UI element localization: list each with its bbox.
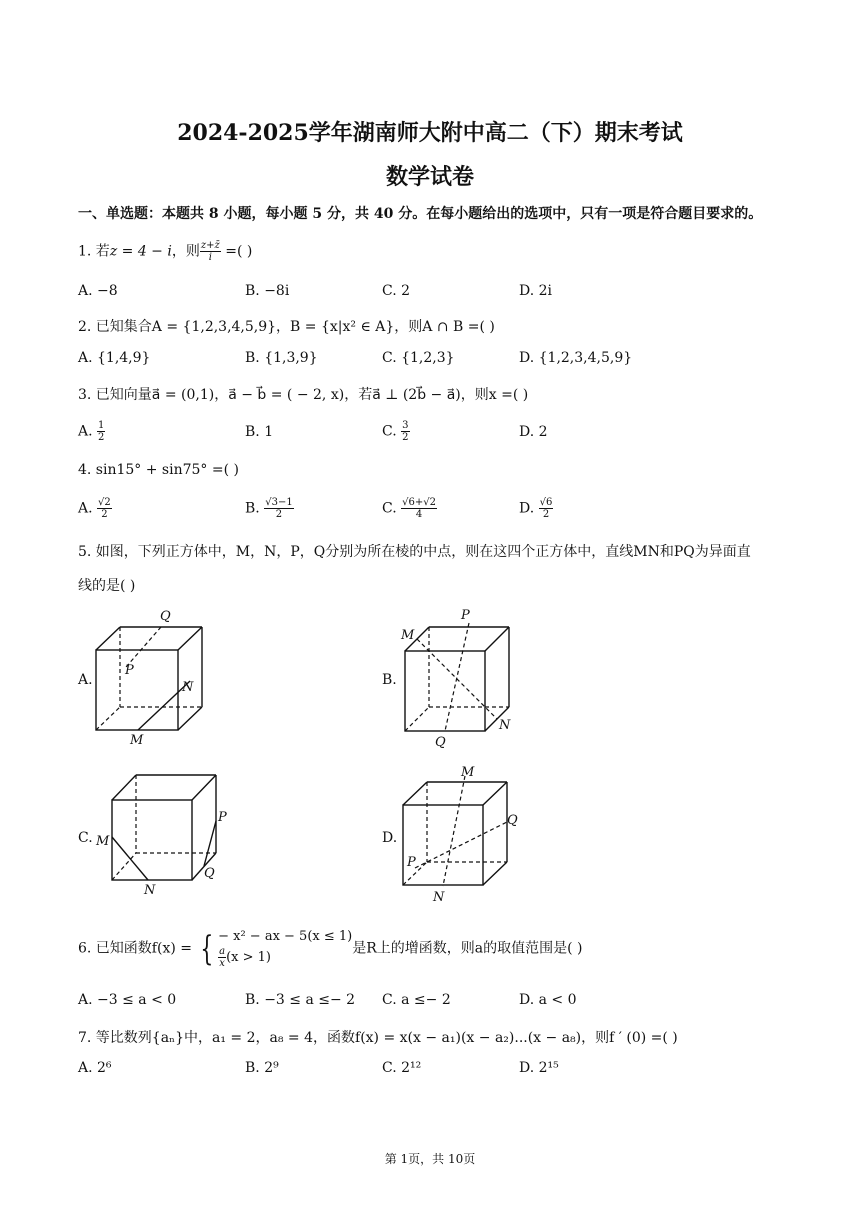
q7-option-b: B. 2⁹	[245, 1060, 279, 1076]
question-7: 7. 等比数列{aₙ}中，a₁ = 2，a₈ = 4，函数f(x) = x(x − a₁)(x − a₂)...(x − a₈)，则f ′ (0) =( )	[78, 1030, 678, 1046]
page-footer: 第 1页，共 10页	[384, 1152, 476, 1166]
label-q: Q	[204, 866, 215, 881]
q7-option-a: A. 2⁶	[78, 1060, 112, 1076]
q4-option-d: D. $\frac{√6}{2}$	[519, 497, 553, 520]
label-m: M	[130, 733, 144, 748]
q6-option-c: C. a ≤− 2	[382, 992, 451, 1008]
q3-option-b: B. 1	[245, 424, 274, 440]
q7-option-d: D. 2¹⁵	[519, 1060, 559, 1076]
q1-option-a: A. −8	[78, 283, 118, 299]
cube-figure-b	[395, 605, 525, 750]
question-5-line-2: 线的是( )	[78, 578, 136, 594]
question-1: 1. 若z = 4 − i，则 $\frac{z+z̄}{i}$ =( )	[78, 240, 253, 263]
figure-d-label: D.	[382, 830, 398, 846]
q6-option-d: D. a < 0	[519, 992, 577, 1008]
label-q: Q	[435, 735, 446, 750]
label-n: N	[182, 680, 194, 695]
label-n: N	[433, 890, 445, 905]
label-n: N	[499, 718, 511, 733]
q2-option-c: C. {1,2,3}	[382, 350, 455, 366]
cube-figure-a	[90, 605, 230, 750]
q1-option-d: D. 2i	[519, 283, 553, 299]
question-6: 6. 已知函数f(x) = { − x² − ax − 5(x ≤ 1) $\frac{a}{x}$ (x > 1) 是R上的增函数，则a的取值范围是( )	[78, 928, 583, 969]
label-m: M	[461, 765, 475, 780]
q4-option-b: B. $\frac{√3-1}{2}$	[245, 497, 293, 520]
label-m: M	[96, 834, 110, 849]
label-p: P	[461, 608, 470, 623]
q4-option-a: A. $\frac{√2}{2}$	[78, 497, 111, 520]
q3-option-d: D. 2	[519, 424, 548, 440]
label-m: M	[401, 628, 415, 643]
question-2: 2. 已知集合A = {1,2,3,4,5,9}，B = {x|x² ∈ A}，则A ∩ B =( )	[78, 319, 495, 335]
label-n: N	[144, 883, 156, 898]
q3-option-a: A. $\frac{1}{2}$	[78, 420, 105, 443]
label-p: P	[407, 855, 416, 870]
label-p: P	[218, 810, 227, 825]
figure-a-label: A.	[78, 672, 93, 688]
question-4: 4. sin15° + sin75° =( )	[78, 462, 239, 478]
q1-fraction: $\frac{z+z̄}{i}$	[200, 240, 220, 263]
q1-option-c: C. 2	[382, 283, 411, 299]
question-3: 3. 已知向量a⃗ = (0,1)，a⃗ − b⃗ = ( − 2, x)，若a⃗ ⊥ (2b⃗ − a⃗)，则x =( )	[78, 387, 529, 403]
q2-option-b: B. {1,3,9}	[245, 350, 318, 366]
q6-option-b: B. −3 ≤ a ≤− 2	[245, 992, 356, 1008]
q7-option-c: C. 2¹²	[382, 1060, 422, 1076]
label-p: P	[125, 663, 134, 678]
page-subtitle: 数学试卷	[385, 164, 474, 190]
figure-c-label: C.	[78, 830, 93, 846]
cube-figure-c	[90, 765, 240, 900]
q2-option-a: A. {1,4,9}	[78, 350, 151, 366]
label-q: Q	[160, 609, 171, 624]
page-title: 2024-2025学年湖南师大附中高二（下）期末考试	[177, 120, 683, 146]
cube-figure-d	[395, 762, 530, 907]
q3-option-c: C. $\frac{3}{2}$	[382, 420, 409, 443]
q1-option-b: B. −8i	[245, 283, 290, 299]
figure-b-label: B.	[382, 672, 397, 688]
label-q: Q	[507, 813, 518, 828]
section-heading: 一、单选题：本题共 8 小题，每小题 5 分，共 40 分。在每小题给出的选项中，只有一项是符合题目要求的。	[78, 206, 763, 222]
q6-option-a: A. −3 ≤ a < 0	[78, 992, 177, 1008]
q4-option-c: C. $\frac{√6+√2}{4}$	[382, 497, 436, 520]
q2-option-d: D. {1,2,3,4,5,9}	[519, 350, 633, 366]
question-5-line-1: 5. 如图，下列正方体中，M，N，P，Q分别为所在棱的中点，则在这四个正方体中，直线MN和PQ为异面直	[78, 544, 751, 560]
